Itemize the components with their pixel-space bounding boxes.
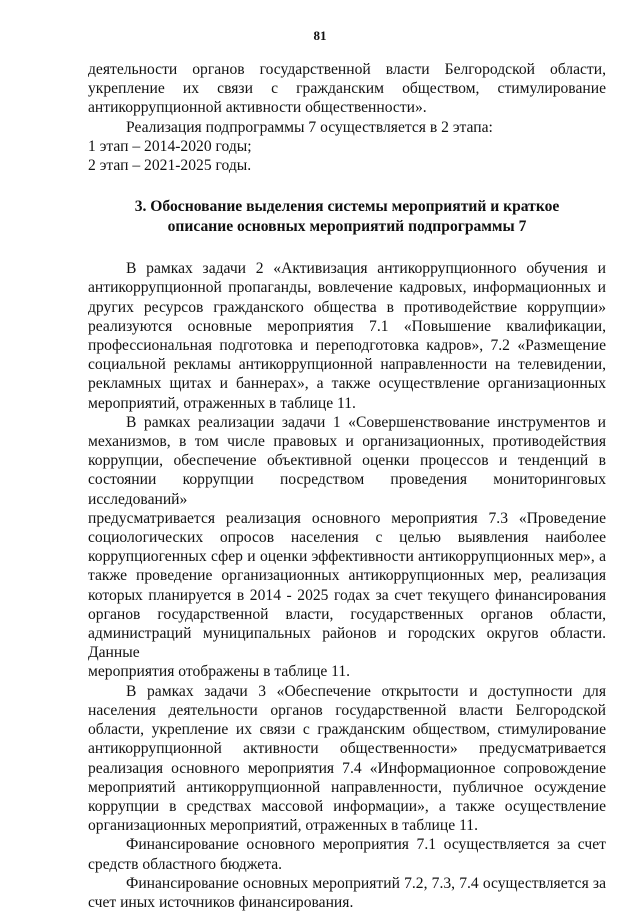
- text-line: антикоррупционной активности общественности» предусматривается: [88, 740, 606, 758]
- text-line: организационных мероприятий, отраженных в таблице 11.: [88, 817, 478, 835]
- text-line: других ресурсов гражданского общества в противодействие коррупции»: [88, 298, 606, 316]
- text-line: коррупции, обеспечение объективной оценки процессов и тенденций в: [88, 452, 606, 470]
- text-line: социальной рекламы антикоррупционной направленности на телевидении,: [88, 356, 606, 374]
- text-line: социологических опросов населения с целью выявления наиболее: [88, 529, 606, 547]
- document-body: [88, 60, 606, 912]
- text-line: органов государственной власти, государственных органов области,: [88, 605, 606, 623]
- text-line: Финансирование основных мероприятий 7.2, 7.3, 7.4 осуществляется за: [126, 874, 606, 892]
- text-line: предусматривается реализация основного мероприятия 7.3 «Проведение: [88, 509, 606, 527]
- paragraph-task-1: [88, 413, 606, 682]
- text-line: реализация основного мероприятия 7.4 «Информационное сопровождение: [88, 759, 606, 777]
- paragraph-task-2: [88, 259, 606, 413]
- heading-line: описание основных мероприятий подпрограммы 7: [167, 218, 527, 236]
- text-line: механизмов, в том числе правовых и организационных, противодействия: [88, 433, 606, 451]
- text-line: укрепление их связи с гражданским обществом, стимулирование: [88, 80, 606, 98]
- text-line: которых планируется в 2014 - 2025 годах за счет текущего финансирования: [88, 586, 606, 604]
- intro-paragraph: [88, 60, 606, 118]
- text-line: администраций муниципальных районов и городских округов области. Данные: [88, 625, 606, 662]
- stages-block: [88, 118, 606, 176]
- text-line: рекламных щитах и баннерах», а также осуществление организационных: [88, 375, 606, 393]
- text-line: мероприятий антикоррупционной направленности, публичное осуждение: [88, 778, 606, 796]
- paragraph-funding-7-1: [88, 835, 606, 873]
- stage-item: 1 этап – 2014-2020 годы;: [88, 137, 252, 155]
- text-line: деятельности органов государственной власти Белгородской области,: [88, 61, 606, 78]
- text-line: мероприятия отображены в таблице 11.: [88, 663, 351, 681]
- text-line: населения деятельности органов государственной власти Белгородской: [88, 701, 606, 719]
- text-line: коррупциогенных сфер и оценки эффективности антикоррупционных мер», а: [88, 548, 606, 566]
- text-line: мероприятий, отраженных в таблице 11.: [88, 394, 356, 412]
- text-line: средств областного бюджета.: [88, 855, 283, 873]
- paragraph-task-3: [88, 682, 606, 836]
- text-line: В рамках реализации задачи 1 «Совершенствование инструментов и: [126, 413, 606, 431]
- text-line: В рамках задачи 3 «Обеспечение открытости и доступности для: [126, 682, 606, 700]
- stage-item: 2 этап – 2021-2025 годы.: [88, 157, 252, 175]
- text-line: также проведение организационных антикоррупционных мер, реализация: [88, 567, 606, 585]
- heading-line: 3. Обоснование выделения системы мероприятий и краткое: [134, 198, 560, 216]
- text-line: области, укрепление их связи с гражданским обществом, стимулирование: [88, 721, 606, 739]
- paragraph-funding-other: [88, 874, 606, 912]
- text-line: антикоррупционной активности общественности».: [88, 99, 427, 117]
- text-line: состоянии коррупции посредством проведения мониторинговых исследований»: [88, 471, 606, 508]
- text-line: профессиональная подготовка и переподготовка кадров», 7.2 «Размещение: [88, 337, 606, 355]
- text-line: счет иных источников финансирования.: [88, 893, 354, 911]
- section-heading: [88, 197, 606, 237]
- page-number: 81: [313, 28, 327, 43]
- text-line: В рамках задачи 2 «Активизация антикоррупционного обучения и: [126, 260, 606, 278]
- text-line: Финансирование основного мероприятия 7.1 осуществляется за счет: [126, 836, 606, 854]
- text-line: антикоррупционной пропаганды, вовлечение кадровых, информационных и: [88, 279, 606, 297]
- text-line: реализуются основные мероприятия 7.1 «Повышение квалификации,: [88, 317, 606, 335]
- text-line: коррупции в средствах массовой информации», а также осуществление: [88, 797, 606, 815]
- stages-intro: Реализация подпрограммы 7 осуществляется в 2 этапа:: [126, 118, 493, 136]
